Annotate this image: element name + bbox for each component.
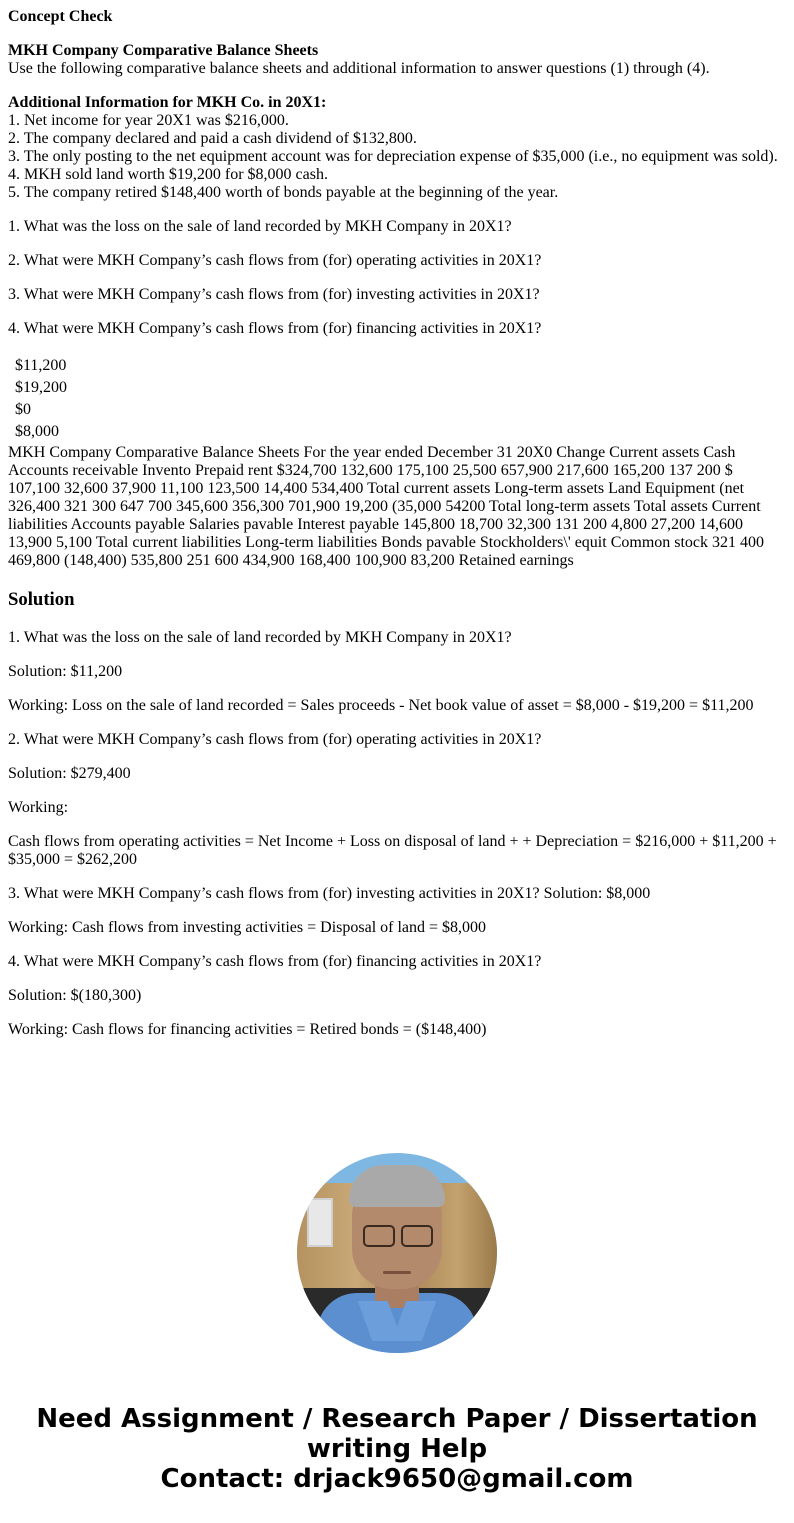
glasses-icon [401,1225,433,1247]
intro-heading: MKH Company Comparative Balance Sheets [8,42,319,59]
additional-info-item: 5. The company retired $148,400 worth of bonds payable at the beginning of the year. [8,184,559,201]
answer-option: $0 [15,401,31,418]
answer-option: $11,200 [15,357,67,374]
additional-info-item: 4. MKH sold land worth $19,200 for $8,000 cash. [8,166,328,183]
solution-working: Working: Cash flows for financing activities = Retired bonds = ($148,400) [8,1021,487,1038]
question-item: 1. What was the loss on the sale of land recorded by MKH Company in 20X1? [8,218,512,235]
page-title: Concept Check [8,8,113,25]
avatar-mouth [383,1271,411,1274]
avatar-hair [349,1165,445,1207]
solution-working: Working: Loss on the sale of land recorded = Sales proceeds - Net book value of asset = $8,000 - $19,200 = $11,200 [8,697,754,714]
intro-text: Use the following comparative balance sheets and additional information to answer questions (1) through (4). [8,60,710,77]
promo-line: writing Help [306,1434,488,1464]
solution-heading: Solution [8,589,75,610]
promo-line: Need Assignment / Research Paper / Dissertation [36,1404,758,1434]
balance-sheet-text: MKH Company Comparative Balance Sheets For the year ended December 31 20X0 Change Current assets Cash Accounts receivable Invento Prepaid rent $324,700 132,600 175,100 25,500 657,900 217,600 165,200 137 200 $ 107,100 32,600 37,900 11,100 123,500 14,400 534,400 Total current assets Long-term assets Land Equipment (net 326,400 321 300 647 700 345,600 356,300 701,900 19,200 (35,000 54200 Total long-term assets Total assets Current liabilities Accounts payable Salaries pavable Interest payable 145,800 18,700 32,300 131 200 4,800 27,200 14,600 13,900 5,100 Total current liabilities Long-term liabilities Bonds pavable Stockholders\' equit Common stock 321 400 469,800 (148,400) 535,800 251 600 434,900 168,400 100,900 83,200 Retained earnings [8,444,765,569]
promo-contact: Contact: drjack9650@gmail.com [160,1464,634,1494]
solution-working: Cash flows from operating activities = Net Income + Loss on disposal of land + + Depreciation = $216,000 + $11,200 + $35,000 = $262,200 [8,833,777,868]
question-item: 3. What were MKH Company’s cash flows from (for) investing activities in 20X1? [8,286,540,303]
question-item: 2. What were MKH Company’s cash flows from (for) operating activities in 20X1? [8,252,542,269]
question-item: 4. What were MKH Company’s cash flows from (for) financing activities in 20X1? [8,320,542,337]
answer-option: $8,000 [15,423,59,440]
questions-list [8,218,786,354]
additional-info-item: 2. The company declared and paid a cash dividend of $132,800. [8,130,417,147]
solution-question: 3. What were MKH Company’s cash flows from (for) investing activities in 20X1? Solution: $8,000 [8,885,651,902]
additional-info-item: 1. Net income for year 20X1 was $216,000. [8,112,289,129]
solution-body [8,629,786,1055]
solution-answer: Solution: $11,200 [8,663,123,680]
solution-question: 2. What were MKH Company’s cash flows from (for) operating activities in 20X1? [8,731,542,748]
solution-answer: Solution: $279,400 [8,765,131,782]
avatar [297,1153,497,1353]
solution-working-label: Working: [8,799,69,816]
answer-option: $19,200 [15,379,67,396]
solution-question: 1. What was the loss on the sale of land recorded by MKH Company in 20X1? [8,629,512,646]
solution-question: 4. What were MKH Company’s cash flows from (for) financing activities in 20X1? [8,953,542,970]
answer-options [15,357,67,445]
intro-section [8,42,786,78]
additional-info-section [8,94,786,202]
glasses-icon [363,1225,395,1247]
additional-info-item: 3. The only posting to the net equipment account was for depreciation expense of $35,000 (i.e., no equipment was sold). [8,148,778,165]
solution-answer: Solution: $(180,300) [8,987,142,1004]
promo-banner [0,1404,794,1494]
additional-info-heading: Additional Information for MKH Co. in 20X1: [8,94,327,111]
solution-working: Working: Cash flows from investing activities = Disposal of land = $8,000 [8,919,487,936]
avatar-window-detail [307,1198,333,1247]
